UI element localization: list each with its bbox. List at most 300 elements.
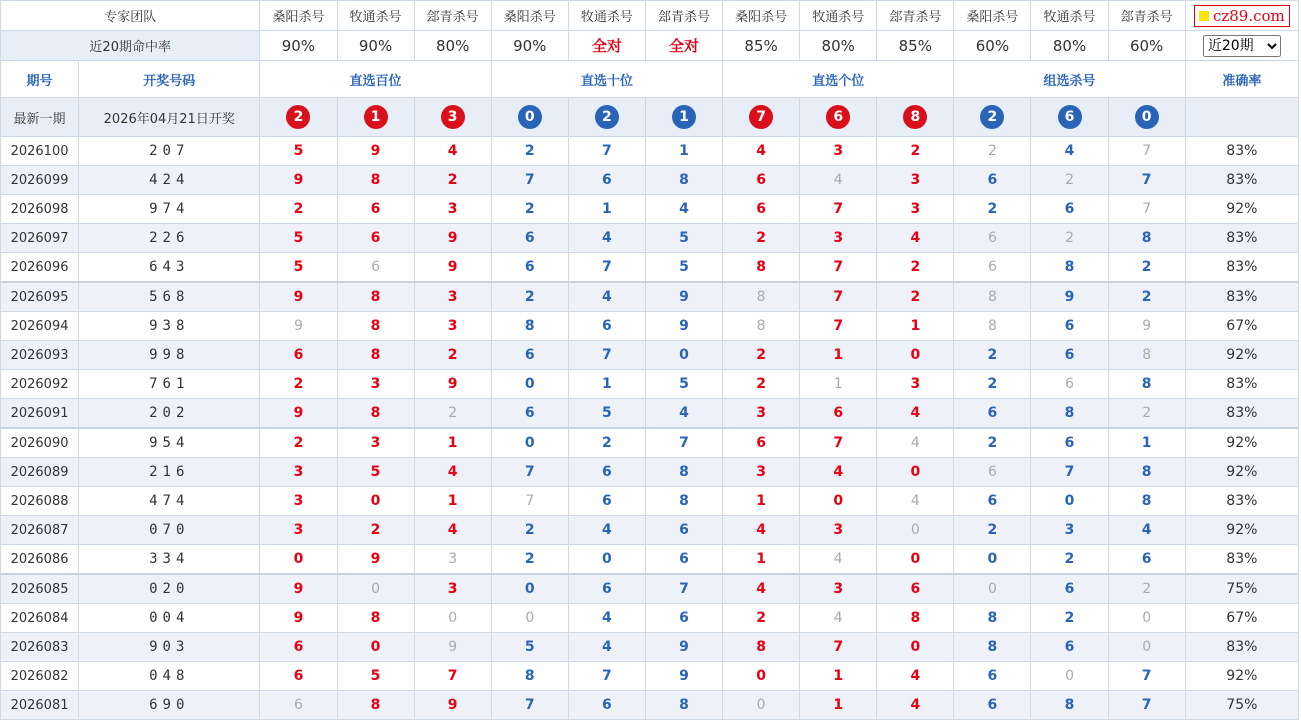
expert-name: 桑阳杀号 <box>491 1 568 31</box>
kill-number-cell: 6 <box>954 399 1031 429</box>
kill-number-cell: 8 <box>1108 487 1185 516</box>
latest-kill-ball: 8 <box>903 105 927 129</box>
kill-number-cell: 3 <box>414 545 491 575</box>
kill-number-cell: 8 <box>337 341 414 370</box>
kill-number-cell: 4 <box>568 604 645 633</box>
kill-number-cell: 6 <box>491 253 568 283</box>
kill-number-cell: 2 <box>1031 224 1108 253</box>
kill-number-cell: 6 <box>954 166 1031 195</box>
kill-number-cell: 6 <box>260 633 337 662</box>
kill-number-cell: 0 <box>877 545 954 575</box>
hit-rate: 90% <box>491 31 568 61</box>
period-cell: 2026090 <box>1 428 79 458</box>
accuracy-cell: 83% <box>1185 545 1298 575</box>
kill-number-cell: 8 <box>337 604 414 633</box>
kill-number-cell: 8 <box>645 166 722 195</box>
kill-number-cell: 6 <box>723 166 800 195</box>
accuracy-cell: 83% <box>1185 282 1298 312</box>
kill-number-cell: 6 <box>877 574 954 604</box>
period-cell: 2026092 <box>1 370 79 399</box>
kill-number-cell: 8 <box>877 604 954 633</box>
hit-rate-row <box>1 31 1299 61</box>
latest-kill-ball: 2 <box>595 105 619 129</box>
kill-number-cell: 4 <box>568 224 645 253</box>
kill-number-cell: 9 <box>645 312 722 341</box>
kill-number-cell: 3 <box>414 282 491 312</box>
latest-kill-ball: 2 <box>980 105 1004 129</box>
table-row <box>1 458 1299 487</box>
kill-number-cell: 3 <box>723 458 800 487</box>
draw-number-cell: 998 <box>79 341 260 370</box>
period-cell: 2026094 <box>1 312 79 341</box>
kill-number-cell: 0 <box>645 341 722 370</box>
period-cell: 2026091 <box>1 399 79 429</box>
kill-number-cell: 4 <box>414 137 491 166</box>
kill-number-cell: 7 <box>800 195 877 224</box>
kill-number-cell: 0 <box>491 574 568 604</box>
kill-number-cell: 4 <box>877 224 954 253</box>
kill-number-cell: 2 <box>954 516 1031 545</box>
logo-square-icon <box>1199 11 1209 21</box>
accuracy-cell: 83% <box>1185 253 1298 283</box>
kill-number-cell: 3 <box>723 399 800 429</box>
period-cell: 2026100 <box>1 137 79 166</box>
kill-number-cell: 0 <box>491 604 568 633</box>
kill-number-cell: 5 <box>645 370 722 399</box>
kill-number-cell: 1 <box>568 370 645 399</box>
kill-number-cell: 2 <box>954 370 1031 399</box>
kill-number-cell: 9 <box>337 545 414 575</box>
kill-number-cell: 6 <box>645 604 722 633</box>
kill-number-cell: 4 <box>800 166 877 195</box>
kill-number-cell: 0 <box>414 604 491 633</box>
kill-number-cell: 6 <box>568 691 645 720</box>
hit-rate: 85% <box>723 31 800 61</box>
kill-number-cell: 6 <box>954 662 1031 691</box>
kill-number-cell: 4 <box>877 662 954 691</box>
kill-number-cell: 4 <box>877 399 954 429</box>
kill-number-cell: 3 <box>414 195 491 224</box>
kill-number-cell: 7 <box>800 312 877 341</box>
draw-number-cell: 207 <box>79 137 260 166</box>
kill-number-cell: 6 <box>1031 312 1108 341</box>
kill-number-cell: 7 <box>1031 458 1108 487</box>
kill-number-cell: 9 <box>260 574 337 604</box>
kill-number-cell: 1 <box>645 137 722 166</box>
kill-number-cell: 3 <box>260 516 337 545</box>
kill-number-cell: 7 <box>1108 691 1185 720</box>
kill-number-cell: 2 <box>491 195 568 224</box>
kill-number-cell: 0 <box>1108 604 1185 633</box>
kill-number-cell: 6 <box>1108 545 1185 575</box>
kill-number-cell: 3 <box>877 370 954 399</box>
period-cell: 2026093 <box>1 341 79 370</box>
accuracy-cell: 92% <box>1185 662 1298 691</box>
accuracy-cell: 83% <box>1185 487 1298 516</box>
latest-accuracy <box>1185 98 1298 137</box>
kill-number-cell: 8 <box>1031 691 1108 720</box>
latest-kill-ball: 0 <box>1135 105 1159 129</box>
kill-number-cell: 5 <box>645 224 722 253</box>
period-select-cell <box>1185 31 1298 61</box>
kill-number-cell: 2 <box>491 282 568 312</box>
kill-number-cell: 7 <box>491 691 568 720</box>
kill-number-cell: 8 <box>337 312 414 341</box>
kill-number-cell: 8 <box>954 312 1031 341</box>
period-cell: 2026096 <box>1 253 79 283</box>
hit-rate: 全对 <box>645 31 722 61</box>
kill-number-cell: 2 <box>1031 604 1108 633</box>
table-row <box>1 691 1299 720</box>
kill-number-cell: 8 <box>1108 224 1185 253</box>
kill-number-cell: 8 <box>1108 370 1185 399</box>
kill-number-cell: 2 <box>491 516 568 545</box>
expert-name: 牧通杀号 <box>568 1 645 31</box>
kill-number-cell: 4 <box>877 487 954 516</box>
kill-number-cell: 8 <box>954 633 1031 662</box>
kill-number-cell: 6 <box>491 224 568 253</box>
kill-number-cell: 3 <box>337 370 414 399</box>
accuracy-cell: 75% <box>1185 691 1298 720</box>
kill-number-cell: 3 <box>260 458 337 487</box>
kill-number-cell: 6 <box>800 399 877 429</box>
group-header-row <box>1 61 1299 98</box>
kill-number-cell: 2 <box>954 195 1031 224</box>
latest-row <box>1 98 1299 137</box>
kill-number-cell: 6 <box>337 253 414 283</box>
accuracy-cell: 92% <box>1185 341 1298 370</box>
table-row <box>1 282 1299 312</box>
kill-number-cell: 8 <box>723 633 800 662</box>
draw-number-cell: 070 <box>79 516 260 545</box>
kill-number-cell: 2 <box>877 282 954 312</box>
draw-number-cell: 334 <box>79 545 260 575</box>
hit-rate: 85% <box>877 31 954 61</box>
kill-number-cell: 0 <box>877 341 954 370</box>
group-kill-header: 组选杀号 <box>954 61 1185 98</box>
expert-name: 桑阳杀号 <box>723 1 800 31</box>
kill-number-cell: 2 <box>414 399 491 429</box>
latest-label: 最新一期 <box>1 98 79 137</box>
kill-number-cell: 6 <box>260 341 337 370</box>
latest-kill-ball: 3 <box>441 105 465 129</box>
kill-number-cell: 2 <box>877 137 954 166</box>
kill-number-cell: 2 <box>1031 545 1108 575</box>
kill-number-cell: 2 <box>723 370 800 399</box>
kill-number-cell: 2 <box>260 370 337 399</box>
team-label: 专家团队 <box>1 1 260 31</box>
kill-number-cell: 0 <box>491 370 568 399</box>
table-row <box>1 428 1299 458</box>
table-row <box>1 574 1299 604</box>
kill-number-cell: 7 <box>491 487 568 516</box>
accuracy-cell: 92% <box>1185 516 1298 545</box>
kill-number-cell: 1 <box>568 195 645 224</box>
kill-number-cell: 0 <box>954 545 1031 575</box>
expert-name: 桑阳杀号 <box>260 1 337 31</box>
hit-rate: 全对 <box>568 31 645 61</box>
period-cell: 2026089 <box>1 458 79 487</box>
kill-number-cell: 9 <box>260 166 337 195</box>
latest-kill-ball: 6 <box>1058 105 1082 129</box>
kill-number-cell: 4 <box>568 516 645 545</box>
kill-number-cell: 1 <box>1108 428 1185 458</box>
accuracy-cell: 92% <box>1185 195 1298 224</box>
kill-number-cell: 4 <box>723 516 800 545</box>
kill-number-cell: 7 <box>568 137 645 166</box>
kill-number-cell: 6 <box>1031 370 1108 399</box>
kill-number-cell: 0 <box>568 545 645 575</box>
kill-number-cell: 1 <box>800 370 877 399</box>
period-cell: 2026088 <box>1 487 79 516</box>
kill-number-cell: 9 <box>260 312 337 341</box>
draw-number-cell: 938 <box>79 312 260 341</box>
expert-name: 桑阳杀号 <box>954 1 1031 31</box>
kill-number-cell: 1 <box>723 545 800 575</box>
accuracy-cell: 83% <box>1185 633 1298 662</box>
expert-header-row <box>1 1 1299 31</box>
kill-number-cell: 7 <box>800 428 877 458</box>
kill-number-cell: 0 <box>800 487 877 516</box>
table-row <box>1 662 1299 691</box>
kill-number-cell: 0 <box>1031 662 1108 691</box>
kill-number-cell: 0 <box>337 633 414 662</box>
kill-number-cell: 4 <box>800 545 877 575</box>
draw-number-cell: 020 <box>79 574 260 604</box>
table-row <box>1 224 1299 253</box>
kill-number-cell: 2 <box>568 428 645 458</box>
table-row <box>1 137 1299 166</box>
kill-number-cell: 8 <box>337 282 414 312</box>
kill-number-cell: 7 <box>1108 137 1185 166</box>
kill-number-cell: 2 <box>1108 574 1185 604</box>
latest-kill-ball: 6 <box>826 105 850 129</box>
latest-date: 2026年04月21日开奖 <box>79 98 260 137</box>
table-row <box>1 633 1299 662</box>
kill-number-cell: 9 <box>337 137 414 166</box>
kill-number-cell: 4 <box>568 282 645 312</box>
kill-number-cell: 9 <box>260 282 337 312</box>
kill-number-cell: 8 <box>1031 399 1108 429</box>
kill-number-cell: 0 <box>1108 633 1185 662</box>
table-row <box>1 195 1299 224</box>
kill-number-cell: 6 <box>645 545 722 575</box>
kill-number-cell: 7 <box>1108 662 1185 691</box>
kill-number-cell: 5 <box>645 253 722 283</box>
table-row <box>1 253 1299 283</box>
period-cell: 2026083 <box>1 633 79 662</box>
kill-number-cell: 6 <box>260 662 337 691</box>
kill-number-cell: 2 <box>260 428 337 458</box>
kill-number-cell: 2 <box>723 341 800 370</box>
period-cell: 2026099 <box>1 166 79 195</box>
draw-number-cell: 004 <box>79 604 260 633</box>
draw-number-cell: 903 <box>79 633 260 662</box>
kill-number-cell: 0 <box>337 487 414 516</box>
kill-number-cell: 6 <box>1031 341 1108 370</box>
kill-number-cell: 3 <box>414 312 491 341</box>
kill-number-cell: 3 <box>800 137 877 166</box>
draw-number-cell: 568 <box>79 282 260 312</box>
kill-number-cell: 0 <box>723 691 800 720</box>
kill-number-cell: 2 <box>260 195 337 224</box>
kill-number-cell: 1 <box>877 312 954 341</box>
hit-rate: 80% <box>414 31 491 61</box>
kill-number-cell: 2 <box>414 166 491 195</box>
kill-number-cell: 6 <box>568 487 645 516</box>
kill-number-cell: 0 <box>954 574 1031 604</box>
kill-number-cell: 8 <box>645 458 722 487</box>
kill-number-cell: 6 <box>723 428 800 458</box>
kill-number-cell: 8 <box>491 662 568 691</box>
kill-number-cell: 8 <box>645 691 722 720</box>
kill-number-cell: 3 <box>414 574 491 604</box>
kill-number-cell: 7 <box>800 253 877 283</box>
kill-number-cell: 9 <box>414 224 491 253</box>
kill-number-cell: 0 <box>877 633 954 662</box>
period-cell: 2026084 <box>1 604 79 633</box>
accuracy-cell: 75% <box>1185 574 1298 604</box>
kill-number-cell: 9 <box>260 399 337 429</box>
kill-number-cell: 0 <box>877 458 954 487</box>
kill-number-cell: 1 <box>723 487 800 516</box>
table-row <box>1 604 1299 633</box>
kill-number-cell: 1 <box>800 691 877 720</box>
kill-number-cell: 6 <box>1031 428 1108 458</box>
kill-number-cell: 7 <box>800 282 877 312</box>
kill-number-cell: 7 <box>491 458 568 487</box>
kill-number-cell: 3 <box>337 428 414 458</box>
expert-name: 牧通杀号 <box>1031 1 1108 31</box>
kill-number-cell: 8 <box>954 604 1031 633</box>
kill-number-cell: 6 <box>260 691 337 720</box>
site-logo[interactable] <box>1194 5 1290 27</box>
kill-number-cell: 6 <box>491 341 568 370</box>
draw-number-cell: 643 <box>79 253 260 283</box>
kill-number-cell: 4 <box>568 633 645 662</box>
kill-number-cell: 4 <box>723 137 800 166</box>
kill-number-cell: 1 <box>800 341 877 370</box>
kill-number-cell: 9 <box>414 691 491 720</box>
kill-number-cell: 3 <box>800 516 877 545</box>
kill-number-cell: 2 <box>877 253 954 283</box>
kill-number-cell: 8 <box>337 166 414 195</box>
accuracy-cell: 83% <box>1185 370 1298 399</box>
hit-rate: 90% <box>260 31 337 61</box>
kill-number-cell: 6 <box>568 312 645 341</box>
kill-number-cell: 9 <box>1031 282 1108 312</box>
kill-number-cell: 6 <box>723 195 800 224</box>
kill-number-cell: 5 <box>568 399 645 429</box>
draw-number-cell: 216 <box>79 458 260 487</box>
kill-number-cell: 3 <box>1031 516 1108 545</box>
kill-number-cell: 2 <box>954 341 1031 370</box>
kill-number-cell: 6 <box>954 458 1031 487</box>
latest-kill-ball: 0 <box>518 105 542 129</box>
hit-rate-label: 近20期命中率 <box>1 31 260 61</box>
units-header: 直选个位 <box>723 61 954 98</box>
accuracy-cell: 83% <box>1185 137 1298 166</box>
period-cell: 2026081 <box>1 691 79 720</box>
kill-number-cell: 7 <box>1108 195 1185 224</box>
kill-number-cell: 5 <box>491 633 568 662</box>
kill-number-cell: 8 <box>645 487 722 516</box>
kill-number-cell: 4 <box>877 691 954 720</box>
expert-name: 郐青杀号 <box>877 1 954 31</box>
hit-rate: 60% <box>1108 31 1185 61</box>
draw-number-cell: 761 <box>79 370 260 399</box>
kill-number-cell: 7 <box>1108 166 1185 195</box>
period-cell: 2026085 <box>1 574 79 604</box>
kill-number-cell: 7 <box>645 428 722 458</box>
kill-number-cell: 6 <box>1031 195 1108 224</box>
kill-number-cell: 6 <box>954 691 1031 720</box>
table-row <box>1 545 1299 575</box>
kill-number-cell: 0 <box>260 545 337 575</box>
period-cell: 2026087 <box>1 516 79 545</box>
expert-name: 牧通杀号 <box>337 1 414 31</box>
kill-number-cell: 2 <box>723 604 800 633</box>
kill-number-cell: 1 <box>414 428 491 458</box>
table-row <box>1 341 1299 370</box>
kill-number-cell: 4 <box>1031 137 1108 166</box>
kill-number-cell: 8 <box>723 253 800 283</box>
kill-number-cell: 7 <box>491 166 568 195</box>
kill-number-cell: 6 <box>568 574 645 604</box>
period-header: 期号 <box>1 61 79 98</box>
kill-number-cell: 6 <box>645 516 722 545</box>
draw-number-cell: 974 <box>79 195 260 224</box>
period-cell: 2026097 <box>1 224 79 253</box>
kill-number-cell: 4 <box>800 458 877 487</box>
latest-kill-ball: 7 <box>749 105 773 129</box>
kill-number-cell: 4 <box>877 428 954 458</box>
kill-number-cell: 4 <box>645 195 722 224</box>
period-cell: 2026082 <box>1 662 79 691</box>
accuracy-cell: 92% <box>1185 458 1298 487</box>
latest-kill-ball: 2 <box>286 105 310 129</box>
table-row <box>1 516 1299 545</box>
kill-number-cell: 6 <box>954 253 1031 283</box>
accuracy-cell: 83% <box>1185 224 1298 253</box>
kill-number-cell: 3 <box>877 166 954 195</box>
kill-number-cell: 7 <box>568 253 645 283</box>
period-cell: 2026098 <box>1 195 79 224</box>
kill-number-cell: 6 <box>337 224 414 253</box>
kill-number-cell: 8 <box>954 282 1031 312</box>
kill-number-cell: 1 <box>414 487 491 516</box>
kill-number-cell: 9 <box>260 604 337 633</box>
kill-number-cell: 2 <box>954 428 1031 458</box>
hit-rate: 90% <box>337 31 414 61</box>
kill-number-cell: 2 <box>491 137 568 166</box>
kill-number-cell: 2 <box>954 137 1031 166</box>
period-range-select[interactable] <box>1203 35 1281 57</box>
latest-kill-ball: 1 <box>364 105 388 129</box>
table-row <box>1 399 1299 429</box>
kill-number-cell: 7 <box>414 662 491 691</box>
kill-number-cell: 9 <box>414 370 491 399</box>
kill-number-cell: 6 <box>337 195 414 224</box>
kill-number-cell: 7 <box>568 341 645 370</box>
table-row <box>1 312 1299 341</box>
kill-number-cell: 8 <box>1031 253 1108 283</box>
kill-number-cell: 2 <box>723 224 800 253</box>
kill-number-cell: 4 <box>800 604 877 633</box>
kill-number-cell: 8 <box>723 312 800 341</box>
expert-name: 牧通杀号 <box>800 1 877 31</box>
hit-rate: 80% <box>1031 31 1108 61</box>
